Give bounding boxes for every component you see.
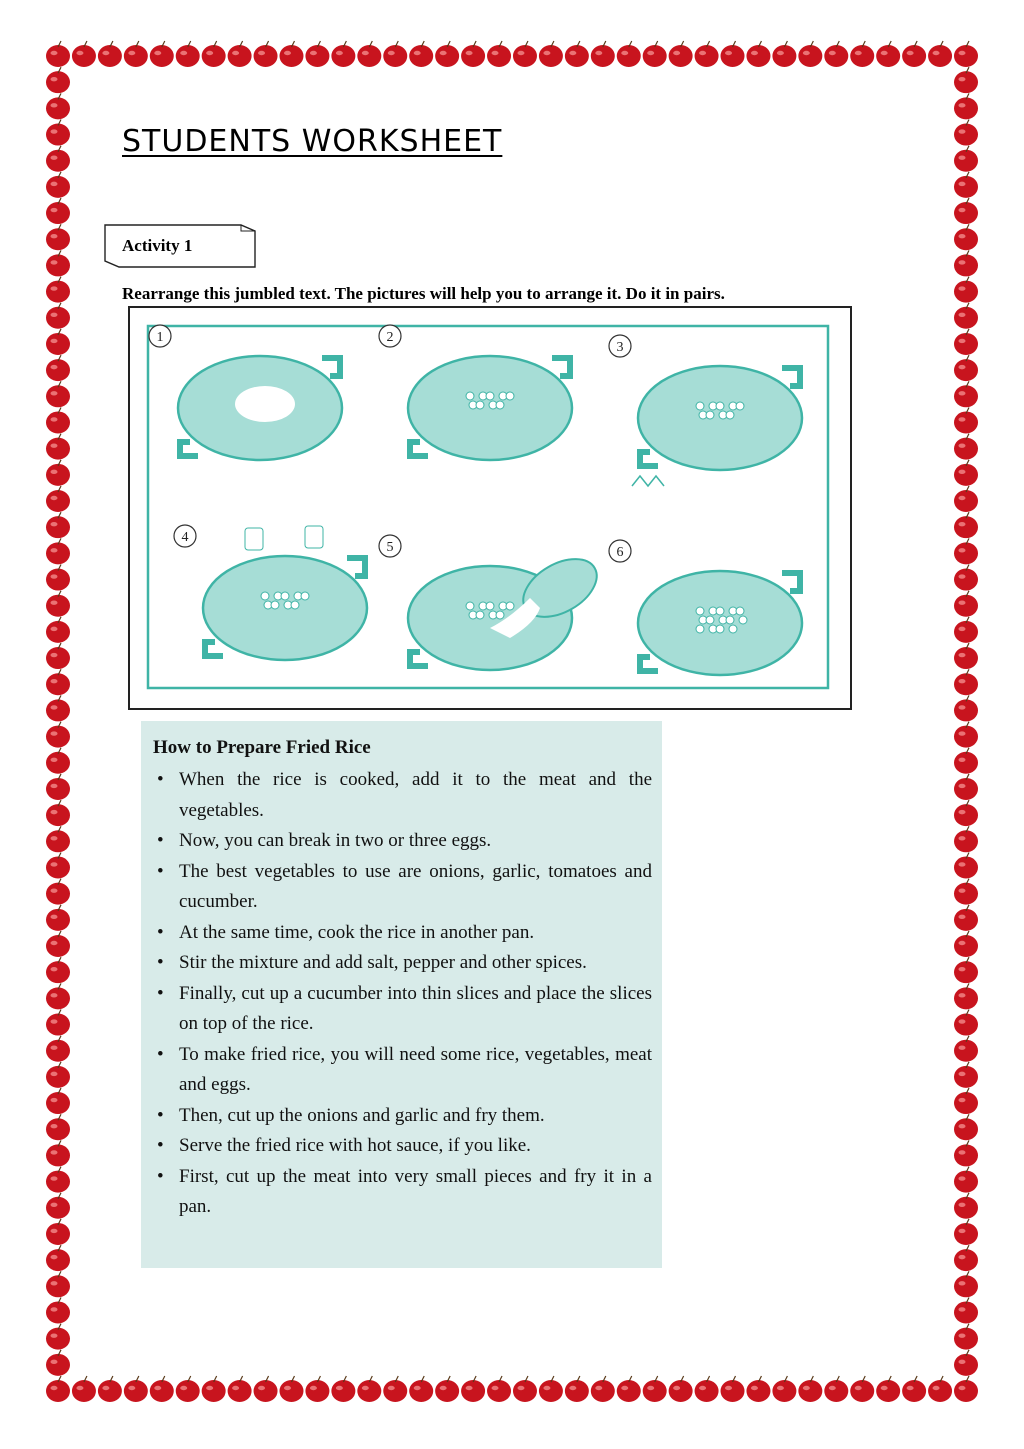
pictures-frame: [128, 306, 852, 710]
apple-icon: [954, 381, 978, 407]
apple-icon: [46, 434, 70, 460]
apple-icon: [954, 538, 978, 564]
food-piece: [271, 601, 279, 609]
apple-icon: [643, 41, 667, 67]
apple-icon: [46, 826, 70, 852]
apple-icon: [46, 957, 70, 983]
apple-icon: [150, 41, 174, 67]
apple-icon: [357, 1376, 381, 1402]
apple-icon: [46, 1271, 70, 1297]
apple-icon: [954, 931, 978, 957]
apple-icon: [617, 1376, 641, 1402]
apple-icon: [824, 41, 848, 67]
apple-icon: [46, 1324, 70, 1350]
pan-handle: [410, 442, 428, 456]
apple-icon: [72, 1376, 96, 1402]
apple-icon: [954, 355, 978, 381]
apple-icon: [954, 1114, 978, 1140]
pan-handle: [782, 368, 800, 386]
apple-icon: [954, 826, 978, 852]
food-piece: [506, 602, 514, 610]
apple-icon: [357, 41, 381, 67]
apple-icon: [46, 93, 70, 119]
apple-icon: [954, 1062, 978, 1088]
apple-icon: [46, 67, 70, 93]
apple-icon: [954, 617, 978, 643]
apple-icon: [305, 41, 329, 67]
apple-icon: [798, 1376, 822, 1402]
apple-icon: [46, 1088, 70, 1114]
apple-icon: [487, 41, 511, 67]
apple-icon: [954, 407, 978, 433]
pan-handle: [322, 358, 340, 376]
apple-icon: [643, 1376, 667, 1402]
apple-icon: [46, 879, 70, 905]
apple-icon: [954, 250, 978, 276]
food-piece: [261, 592, 269, 600]
apple-icon: [46, 931, 70, 957]
apple-icon: [46, 1350, 70, 1376]
apple-icon: [202, 1376, 226, 1402]
apple-icon: [46, 1036, 70, 1062]
apple-icon: [954, 1324, 978, 1350]
apple-icon: [954, 695, 978, 721]
apple-icon: [902, 1376, 926, 1402]
apple-icon: [954, 591, 978, 617]
apple-icon: [669, 1376, 693, 1402]
pan-step: [379, 535, 607, 670]
apple-icon: [669, 41, 693, 67]
apple-icon: [954, 512, 978, 538]
apple-icon: [954, 1088, 978, 1114]
garlic-icon: [632, 476, 664, 486]
apple-icon: [695, 41, 719, 67]
food-piece: [726, 411, 734, 419]
apple-icon: [850, 1376, 874, 1402]
apple-icon: [46, 329, 70, 355]
apple-icon: [954, 146, 978, 172]
step-number: 3: [616, 340, 624, 355]
apple-icon: [954, 1219, 978, 1245]
apple-icon: [954, 957, 978, 983]
food-piece: [496, 401, 504, 409]
apple-icon: [954, 1376, 978, 1402]
apple-icon: [409, 1376, 433, 1402]
food-piece: [729, 625, 737, 633]
food-piece: [486, 392, 494, 400]
apple-icon: [695, 1376, 719, 1402]
apple-icon: [954, 434, 978, 460]
apple-icon: [46, 1245, 70, 1271]
step-number: 6: [616, 545, 624, 560]
apple-icon: [954, 852, 978, 878]
apple-icon: [954, 93, 978, 119]
apple-icon: [565, 41, 589, 67]
apple-icon: [954, 67, 978, 93]
apple-icon: [46, 198, 70, 224]
apple-icon: [331, 1376, 355, 1402]
apple-icon: [150, 1376, 174, 1402]
food-piece: [736, 402, 744, 410]
apple-icon: [954, 1297, 978, 1323]
apple-icon: [876, 1376, 900, 1402]
apple-icon: [254, 1376, 278, 1402]
apple-icon: [591, 41, 615, 67]
food-piece: [726, 616, 734, 624]
apple-icon: [46, 774, 70, 800]
apple-icon: [46, 538, 70, 564]
instruction-text: Rearrange this jumbled text. The pictures will help you to arrange it. Do it in pairs.: [122, 284, 725, 303]
food-piece: [696, 607, 704, 615]
food-piece: [696, 402, 704, 410]
apple-icon: [461, 41, 485, 67]
apple-icon: [721, 1376, 745, 1402]
step-number: 5: [386, 540, 394, 555]
apple-icon: [383, 1376, 407, 1402]
activity-label: Activity 1: [122, 236, 193, 255]
apple-icon: [46, 565, 70, 591]
egg-cup-icon: [245, 528, 263, 550]
food-piece: [716, 625, 724, 633]
apple-icon: [331, 41, 355, 67]
food-piece: [476, 401, 484, 409]
apple-icon: [46, 1193, 70, 1219]
apple-icon: [124, 41, 148, 67]
apple-icon: [279, 41, 303, 67]
apple-icon: [46, 1114, 70, 1140]
egg-cup-icon: [305, 526, 323, 548]
pan-step: [174, 525, 367, 660]
apple-icon: [98, 1376, 122, 1402]
apple-icon: [876, 41, 900, 67]
apple-icon: [46, 146, 70, 172]
apple-icon: [591, 1376, 615, 1402]
apple-icon: [513, 1376, 537, 1402]
food-piece: [506, 392, 514, 400]
apple-icon: [46, 1062, 70, 1088]
apple-icon: [954, 643, 978, 669]
pan-handle: [782, 573, 800, 591]
pan-step: [609, 335, 802, 486]
apple-icon: [513, 41, 537, 67]
apple-icon: [617, 41, 641, 67]
apple-icon: [954, 277, 978, 303]
step-number: 4: [181, 530, 189, 545]
apple-icon: [46, 905, 70, 931]
apple-icon: [46, 355, 70, 381]
apple-icon: [228, 1376, 252, 1402]
apple-icon: [954, 120, 978, 146]
apple-icon: [954, 1350, 978, 1376]
apple-icon: [254, 41, 278, 67]
apple-icon: [46, 748, 70, 774]
apple-icon: [435, 41, 459, 67]
apple-icon: [954, 1010, 978, 1036]
apple-icon: [46, 512, 70, 538]
apple-icon: [202, 41, 226, 67]
apple-icon: [46, 41, 70, 67]
apple-icon: [46, 669, 70, 695]
food-piece: [476, 611, 484, 619]
apple-icon: [46, 303, 70, 329]
food-piece: [716, 402, 724, 410]
apple-icon: [954, 722, 978, 748]
apple-icon: [954, 172, 978, 198]
apple-icon: [539, 1376, 563, 1402]
list-item: • First, cut up the meat into very small pieces and fry it in a pan.: [153, 1162, 652, 1223]
apple-icon: [954, 669, 978, 695]
pan-handle: [640, 452, 658, 466]
apple-icon: [928, 41, 952, 67]
apple-icon: [228, 41, 252, 67]
food-piece: [739, 616, 747, 624]
list-item: • At the same time, cook the rice in another pan.: [153, 918, 652, 949]
food-piece: [716, 607, 724, 615]
apple-icon: [954, 1036, 978, 1062]
apple-icon: [305, 1376, 329, 1402]
apple-icon: [46, 643, 70, 669]
apple-icon: [46, 277, 70, 303]
apple-icon: [46, 120, 70, 146]
apple-icon: [746, 1376, 770, 1402]
apple-icon: [954, 565, 978, 591]
apple-icon: [850, 41, 874, 67]
food-piece: [496, 611, 504, 619]
apple-icon: [46, 591, 70, 617]
apple-icon: [46, 224, 70, 250]
apple-icon: [954, 303, 978, 329]
list-item: • The best vegetables to use are onions, garlic, tomatoes and cucumber.: [153, 857, 652, 918]
food-piece: [736, 607, 744, 615]
apple-icon: [46, 381, 70, 407]
apple-icon: [46, 407, 70, 433]
apple-icon: [954, 1140, 978, 1166]
apple-icon: [46, 1140, 70, 1166]
apple-icon: [565, 1376, 589, 1402]
apple-icon: [954, 41, 978, 67]
list-item: • Now, you can break in two or three eggs.: [153, 826, 652, 857]
food-piece: [281, 592, 289, 600]
apple-icon: [954, 1271, 978, 1297]
oil-icon: [235, 386, 295, 422]
apple-icon: [954, 879, 978, 905]
apple-icon: [461, 1376, 485, 1402]
apple-icon: [824, 1376, 848, 1402]
food-piece: [466, 392, 474, 400]
pan-handle: [410, 652, 428, 666]
food-piece: [291, 601, 299, 609]
apple-icon: [46, 983, 70, 1009]
apple-icon: [46, 250, 70, 276]
pan-handle: [180, 442, 198, 456]
recipe-list: [153, 765, 652, 1223]
pan-handle: [347, 558, 365, 576]
apple-icon: [98, 41, 122, 67]
recipe-title: How to Prepare Fried Rice: [153, 737, 371, 758]
apple-icon: [954, 198, 978, 224]
list-item: • When the rice is cooked, add it to the meat and the vegetables.: [153, 765, 652, 826]
recipe-box: [141, 721, 662, 1268]
cooking-steps-illustration: [130, 308, 850, 708]
pan-handle: [552, 358, 570, 376]
apple-icon: [46, 172, 70, 198]
apple-icon: [124, 1376, 148, 1402]
apple-icon: [72, 41, 96, 67]
pan-step: [609, 540, 802, 675]
apple-icon: [46, 1376, 70, 1402]
apple-icon: [46, 460, 70, 486]
apple-icon: [46, 695, 70, 721]
apple-icon: [954, 329, 978, 355]
apple-icon: [772, 41, 796, 67]
apple-icon: [46, 1297, 70, 1323]
apple-icon: [798, 41, 822, 67]
food-piece: [301, 592, 309, 600]
step-number: 1: [156, 330, 164, 345]
apple-icon: [954, 1193, 978, 1219]
apple-icon: [954, 983, 978, 1009]
food-piece: [706, 411, 714, 419]
apple-icon: [954, 1167, 978, 1193]
food-piece: [466, 602, 474, 610]
apple-icon: [46, 1219, 70, 1245]
apple-icon: [902, 41, 926, 67]
apple-icon: [954, 460, 978, 486]
apple-icon: [721, 41, 745, 67]
apple-icon: [954, 224, 978, 250]
apple-icon: [46, 486, 70, 512]
apple-icon: [176, 41, 200, 67]
page-title: STUDENTS WORKSHEET: [122, 124, 503, 159]
apple-icon: [435, 1376, 459, 1402]
apple-icon: [746, 41, 770, 67]
pan-handle: [205, 642, 223, 656]
apple-icon: [383, 41, 407, 67]
list-item: • Finally, cut up a cucumber into thin slices and place the slices on top of the rice.: [153, 979, 652, 1040]
apple-icon: [539, 41, 563, 67]
apple-icon: [954, 486, 978, 512]
apple-icon: [954, 774, 978, 800]
apple-icon: [176, 1376, 200, 1402]
pan-step: [379, 325, 572, 460]
food-piece: [486, 602, 494, 610]
apple-icon: [46, 1010, 70, 1036]
pan-step: [149, 325, 342, 460]
apple-icon: [46, 1167, 70, 1193]
apple-icon: [928, 1376, 952, 1402]
apple-icon: [46, 617, 70, 643]
list-item: • Serve the fried rice with hot sauce, if you like.: [153, 1131, 652, 1162]
activity-tab: [104, 224, 256, 268]
apple-icon: [46, 722, 70, 748]
pan-handle: [640, 657, 658, 671]
apple-icon: [46, 852, 70, 878]
apple-icon: [772, 1376, 796, 1402]
apple-icon: [954, 1245, 978, 1271]
apple-icon: [279, 1376, 303, 1402]
list-item: • To make fried rice, you will need some rice, vegetables, meat and eggs.: [153, 1040, 652, 1101]
list-item: • Then, cut up the onions and garlic and fry them.: [153, 1101, 652, 1132]
list-item: • Stir the mixture and add salt, pepper and other spices.: [153, 948, 652, 979]
apple-icon: [954, 800, 978, 826]
food-piece: [706, 616, 714, 624]
apple-icon: [954, 905, 978, 931]
apple-icon: [46, 800, 70, 826]
food-piece: [696, 625, 704, 633]
apple-icon: [409, 41, 433, 67]
apple-icon: [487, 1376, 511, 1402]
step-number: 2: [386, 330, 394, 345]
apple-icon: [954, 748, 978, 774]
